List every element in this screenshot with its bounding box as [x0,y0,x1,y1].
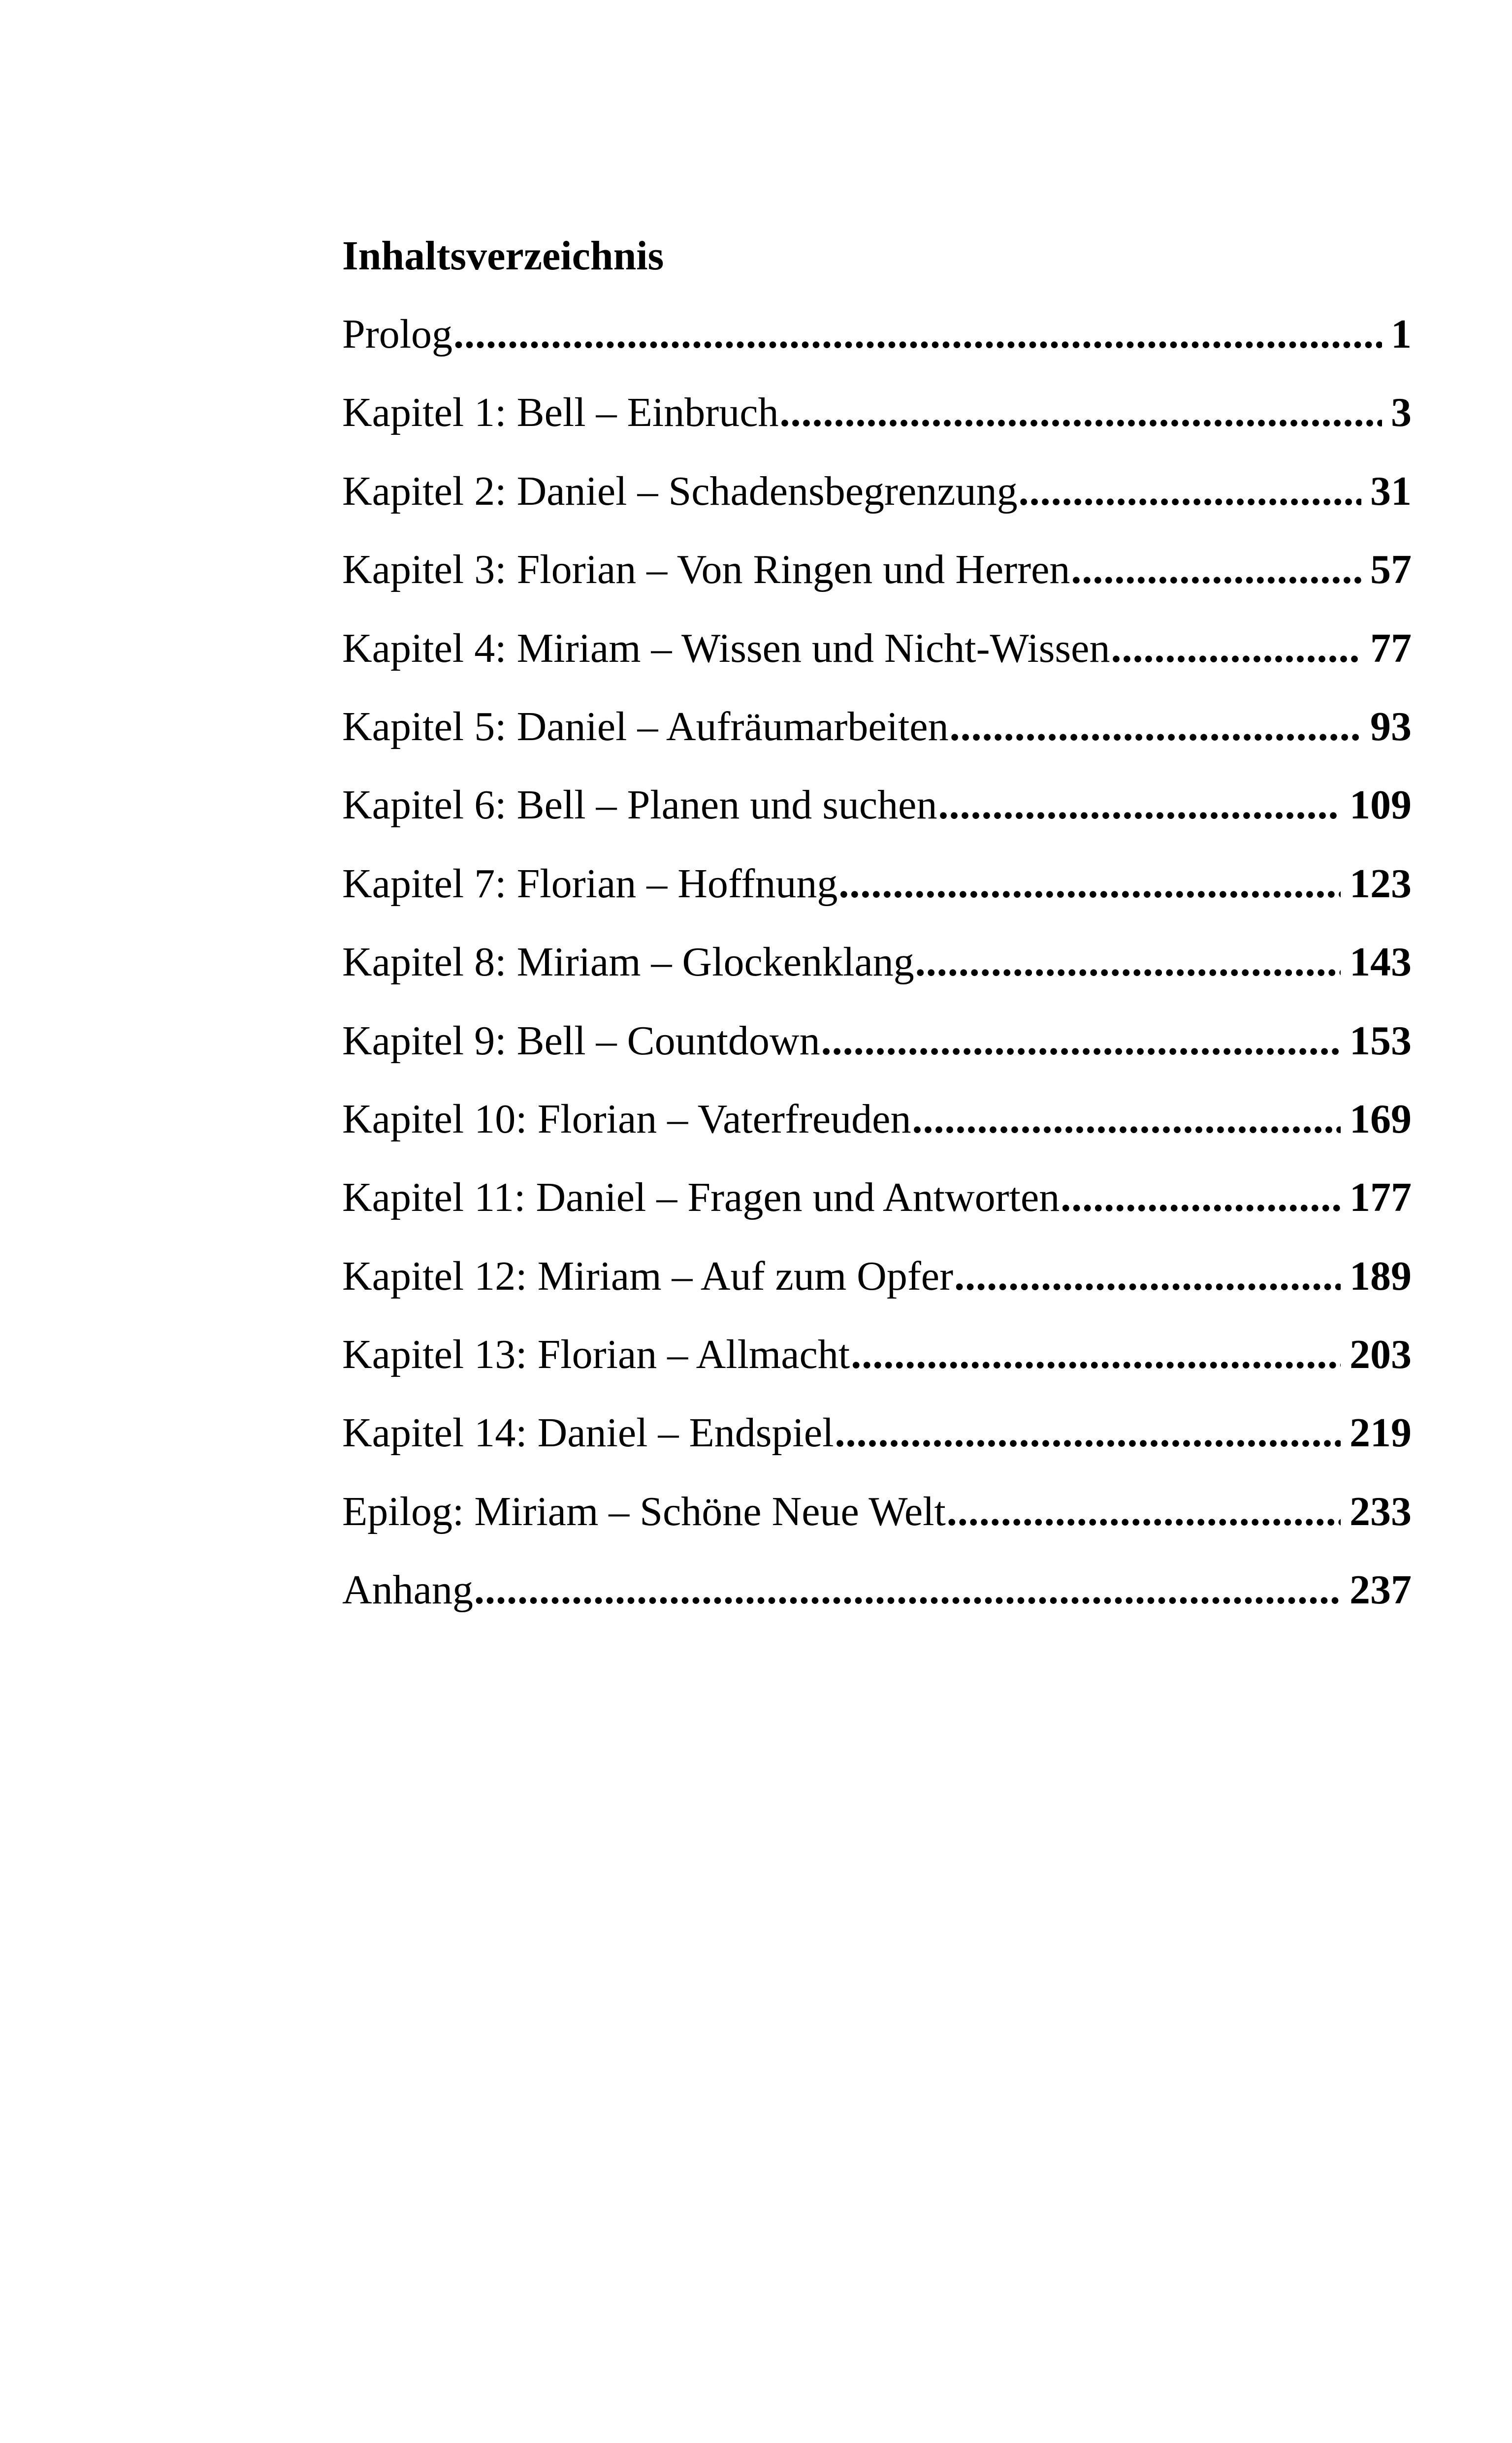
toc-entry-title: Prolog [342,311,453,357]
toc-entry-chapter-4 [342,624,1412,702]
toc-entry-page: 3 [1391,390,1412,436]
toc-entry-chapter-12 [342,1252,1412,1330]
toc-entry-page: 237 [1350,1567,1412,1613]
toc-dot-leader [851,1330,1341,1379]
toc-entry-chapter-2 [342,467,1412,545]
toc-dot-leader [1111,624,1361,673]
toc-entry-title: Kapitel 2: Daniel – Schadensbegrenzung [342,468,1018,514]
toc-entry-chapter-10 [342,1095,1412,1173]
toc-dot-leader [954,1252,1341,1301]
toc-entry-title: Kapitel 4: Miriam – Wissen und Nicht-Wissen [342,625,1110,671]
toc-entry-title: Kapitel 8: Miriam – Glockenklang [342,939,914,985]
toc-entry-chapter-8 [342,938,1412,1016]
toc-entry-page: 233 [1350,1488,1412,1534]
toc-entry-epilog [342,1487,1412,1565]
toc-entry-page: 123 [1350,860,1412,907]
toc-entry-chapter-11 [342,1173,1412,1251]
toc-entry-title: Kapitel 13: Florian – Allmacht [342,1332,850,1378]
toc-entry-page: 93 [1370,703,1412,749]
toc-entry-page: 169 [1350,1096,1412,1142]
toc-entry-chapter-5 [342,702,1412,781]
toc-entry-chapter-9 [342,1016,1412,1095]
toc-entry-title: Kapitel 6: Bell – Planen und suchen [342,782,937,828]
toc-dot-leader [474,1565,1341,1615]
toc-entry-page: 77 [1370,625,1412,671]
toc-dot-leader [947,1487,1341,1536]
toc-entry-title: Kapitel 3: Florian – Von Ringen und Herren [342,547,1070,593]
toc-entry-chapter-13 [342,1330,1412,1408]
toc-entry-page: 153 [1350,1017,1412,1064]
toc-entry-chapter-6 [342,781,1412,859]
toc-entry-title: Kapitel 12: Miriam – Auf zum Opfer [342,1253,954,1299]
toc-entry-chapter-3 [342,545,1412,623]
toc-entry-title: Kapitel 11: Daniel – Fragen und Antworten [342,1174,1060,1221]
toc-dot-leader [1061,1173,1341,1222]
toc-dot-leader [835,1408,1341,1458]
toc-dot-leader [938,781,1341,830]
toc-entry-page: 219 [1350,1410,1412,1456]
toc-dot-leader [1071,545,1361,594]
toc-dot-leader [915,938,1341,987]
toc-dot-leader [838,859,1341,909]
toc-entry-title: Anhang [342,1567,473,1613]
toc-entry-title: Kapitel 1: Bell – Einbruch [342,390,779,436]
toc-dot-leader [912,1095,1341,1144]
toc-entry-title: Kapitel 10: Florian – Vaterfreuden [342,1096,911,1142]
toc-dot-leader [1019,467,1361,516]
toc-dot-leader [950,702,1361,751]
toc-entry-chapter-1 [342,388,1412,466]
toc-entry-prolog [342,310,1412,388]
toc-entry-page: 177 [1350,1174,1412,1221]
toc-dot-leader [821,1016,1341,1066]
toc-entry-title: Kapitel 7: Florian – Hoffnung [342,860,838,907]
toc-entry-title: Epilog: Miriam – Schöne Neue Welt [342,1488,946,1534]
toc-entry-page: 203 [1350,1332,1412,1378]
toc-entry-title: Kapitel 5: Daniel – Aufräumarbeiten [342,703,949,749]
table-of-contents [342,231,1412,1644]
toc-entry-title: Kapitel 9: Bell – Countdown [342,1017,820,1064]
toc-entry-page: 57 [1370,547,1412,593]
toc-entry-page: 143 [1350,939,1412,985]
toc-dot-leader [453,310,1382,359]
toc-entry-title: Kapitel 14: Daniel – Endspiel [342,1410,834,1456]
toc-entry-page: 189 [1350,1253,1412,1299]
toc-dot-leader [779,388,1382,437]
toc-list [342,310,1412,1644]
toc-entry-page: 1 [1391,311,1412,357]
toc-entry-page: 109 [1350,782,1412,828]
toc-heading: Inhaltsverzeichnis [342,233,664,279]
toc-entry-page: 31 [1370,468,1412,514]
toc-entry-appendix [342,1565,1412,1644]
toc-entry-chapter-14 [342,1408,1412,1487]
toc-entry-chapter-7 [342,859,1412,938]
